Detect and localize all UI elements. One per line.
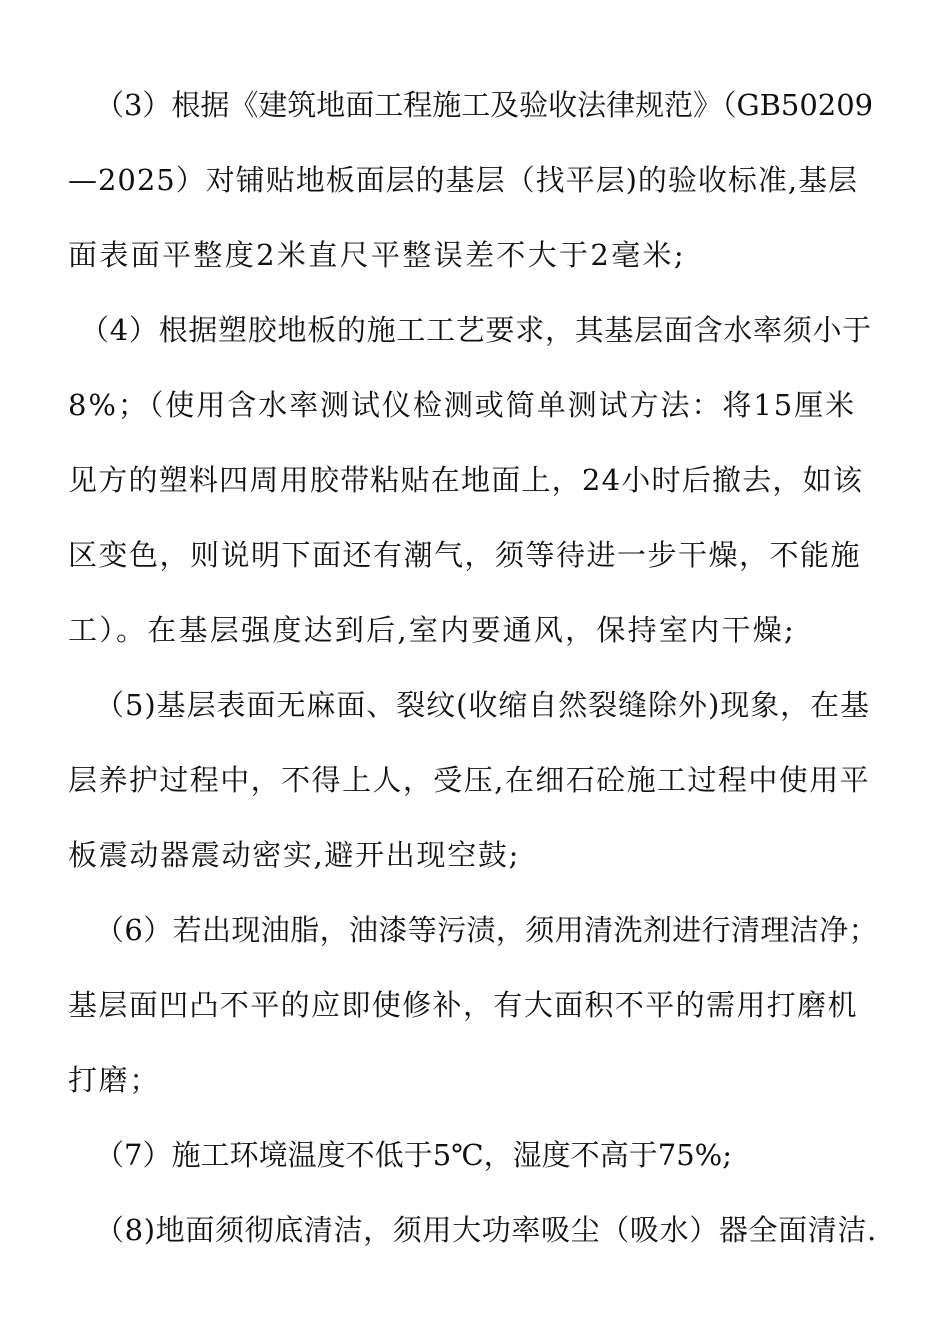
item-3-line-3: 面表面平整度2米直尺平整误差不大于2毫米; (68, 238, 687, 272)
item-5-line-3: 板震动器震动密实,避开出现空鼓; (68, 838, 521, 872)
item-5-line-1: （5)基层表面无麻面、裂纹(收缩自然裂缝除外)现象，在基 (95, 688, 870, 722)
item-4-line-1: （4）根据塑胶地板的施工工艺要求，其基层面含水率须小于 (80, 313, 872, 347)
item-4-line-2: 8%；（使用含水率测试仪检测或简单测试方法：将15厘米 (68, 388, 857, 422)
item-6-line-1: （6）若出现油脂，油漆等污渍，须用清洗剂进行清理洁净； (95, 913, 878, 947)
item-4-line-5: 工）。在基层强度达到后,室内要通风，保持室内干燥; (68, 613, 796, 647)
item-6-line-3: 打磨； (68, 1063, 160, 1097)
item-8-line-1: （8)地面须彻底清洁，须用大功率吸尘（吸水）器全面清洁. (95, 1213, 877, 1247)
item-4-line-3: 见方的塑料四周用胶带粘贴在地面上，24小时后撤去，如该 (68, 463, 864, 497)
item-3-line-2: —2025）对铺贴地板面层的基层（找平层)的验收标准,基层 (68, 163, 859, 197)
item-3-line-1: （3）根据《建筑地面工程施工及验收法律规范》（GB50209 (95, 88, 874, 122)
item-4-line-4: 区变色，则说明下面还有潮气，须等待进一步干燥，不能施 (68, 538, 862, 572)
item-6-line-2: 基层面凹凸不平的应即使修补，有大面积不平的需用打磨机 (68, 988, 858, 1022)
item-7-line-1: （7）施工环境温度不低于5℃，湿度不高于75%; (95, 1138, 733, 1172)
item-5-line-2: 层养护过程中，不得上人，受压,在细石砼施工过程中使用平 (68, 763, 871, 797)
